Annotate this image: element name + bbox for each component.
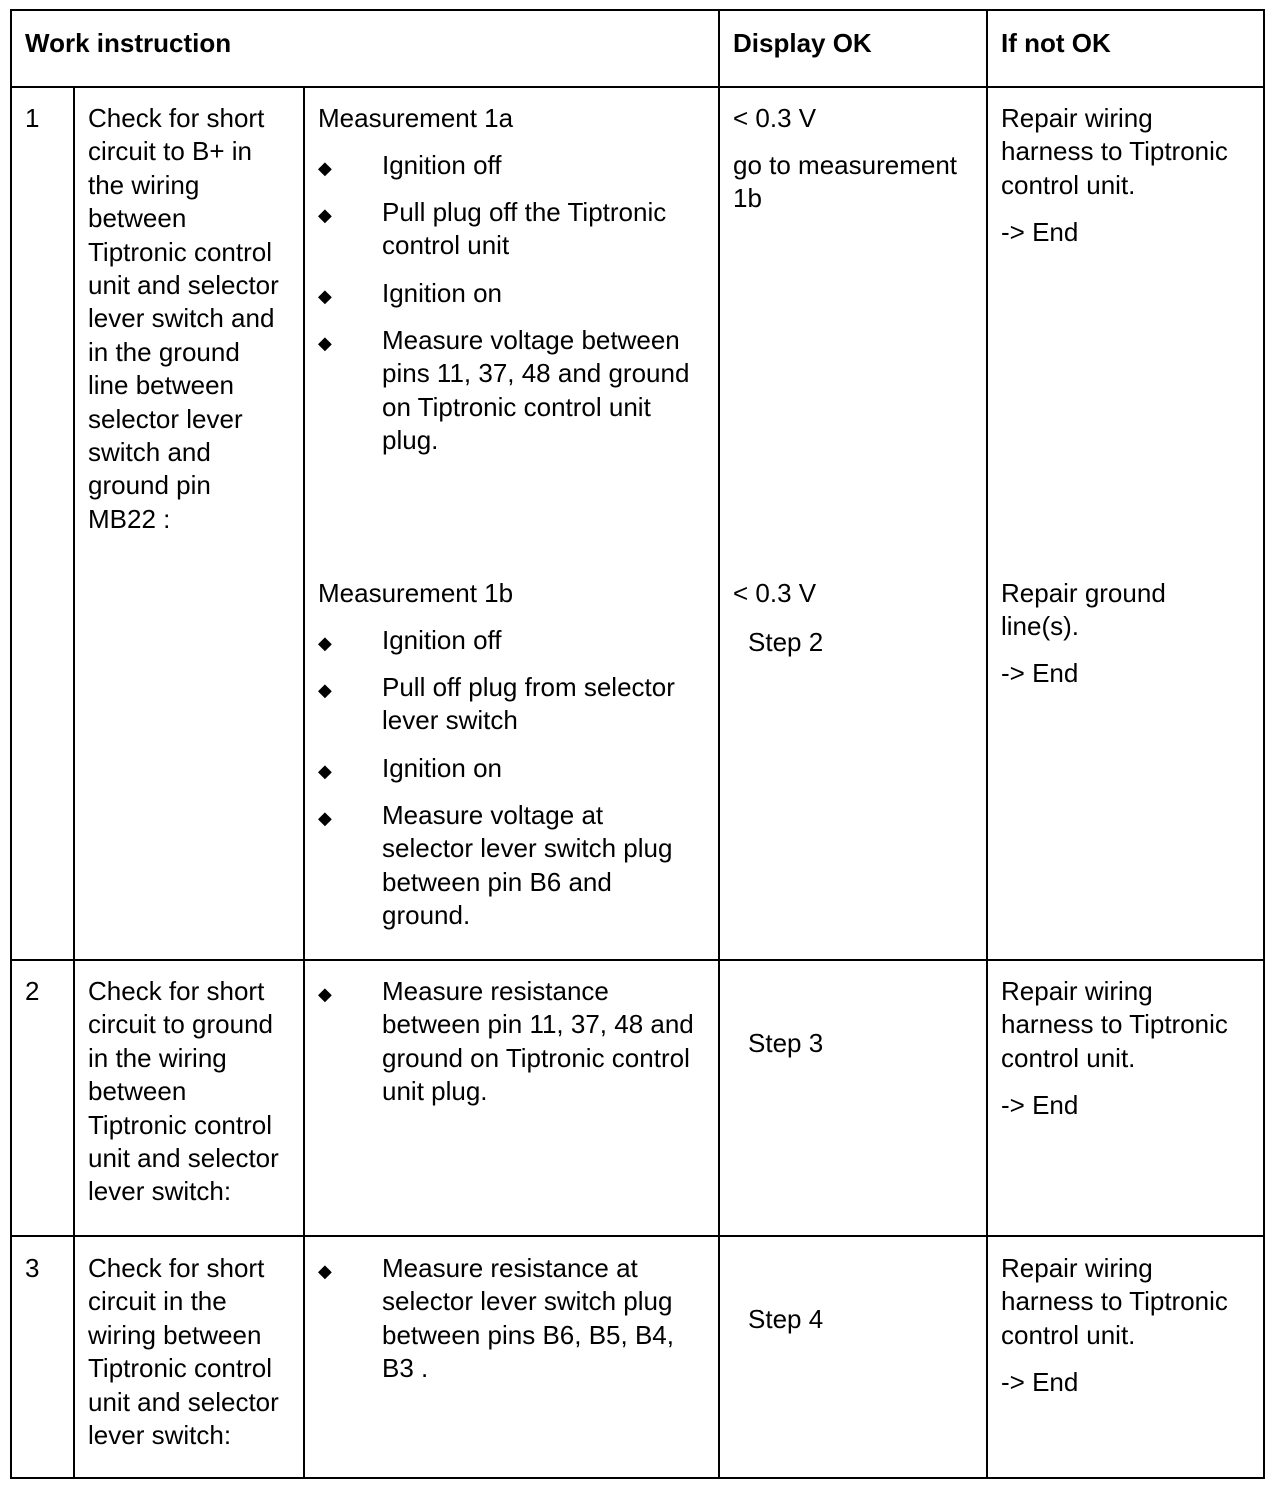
measurement-1a-if-not-ok: Repair wiring harness to Tiptronic control unit. <box>1001 103 1228 200</box>
column-divider-display <box>718 9 720 1479</box>
measurement-1a-display-ok: < 0.3 V <box>733 103 817 133</box>
row-3-if-not-ok: Repair wiring harness to Tiptronic control unit. <box>1001 1253 1228 1350</box>
header-work-instruction: Work instruction <box>25 28 232 58</box>
bullet-icon: ◆ <box>318 205 332 225</box>
row-3-number: 3 <box>25 1253 40 1283</box>
row-3-step: Measure resistance at selector lever switch plug between pins B6, B5, B4, B3 . <box>382 1253 674 1384</box>
header-display-ok: Display OK <box>733 28 872 58</box>
row-3-end: -> End <box>1001 1367 1079 1397</box>
table-border-top <box>10 9 1265 11</box>
bullet-icon: ◆ <box>318 286 332 306</box>
measurement-1a-step-4: Measure voltage between pins 11, 37, 48 and ground on Tiptronic control unit plug. <box>382 325 690 456</box>
column-divider-notok <box>986 9 988 1479</box>
measurement-1b-display-note: Step 2 <box>748 627 824 657</box>
measurement-1b-title: Measurement 1b <box>318 578 514 608</box>
measurement-1a-step-2: Pull plug off the Tiptronic control unit <box>382 197 667 261</box>
measurement-1a-step-3: Ignition on <box>382 278 502 308</box>
row-2-step: Measure resistance between pin 11, 37, 48 and ground on Tiptronic control unit plug. <box>382 976 694 1107</box>
measurement-1b-display-ok: < 0.3 V <box>733 578 817 608</box>
row-2-end: -> End <box>1001 1090 1079 1120</box>
row-2-number: 2 <box>25 976 40 1006</box>
bullet-icon: ◆ <box>318 761 332 781</box>
measurement-1a-end: -> End <box>1001 217 1079 247</box>
measurement-1b-step-1: Ignition off <box>382 625 502 655</box>
column-divider-description <box>303 86 305 1479</box>
measurement-1a-display-note: go to measurement 1b <box>733 150 958 214</box>
bullet-icon: ◆ <box>318 633 332 653</box>
row-2-display-ok: Step 3 <box>748 1028 824 1058</box>
measurement-1a-title: Measurement 1a <box>318 103 514 133</box>
measurement-1b-end: -> End <box>1001 658 1079 688</box>
row-divider-2 <box>10 1235 1265 1237</box>
table-border-bottom <box>10 1477 1265 1479</box>
bullet-icon: ◆ <box>318 158 332 178</box>
row-2-description: Check for short circuit to ground in the wiring between Tiptronic control unit and selector lever switch: <box>88 976 279 1207</box>
bullet-icon: ◆ <box>318 1261 332 1281</box>
bullet-icon: ◆ <box>318 808 332 828</box>
measurement-1a-step-1: Ignition off <box>382 150 502 180</box>
bullet-icon: ◆ <box>318 333 332 353</box>
table-border-right <box>1263 9 1265 1479</box>
header-if-not-ok: If not OK <box>1001 28 1111 58</box>
measurement-1b-step-2: Pull off plug from selector lever switch <box>382 672 675 736</box>
row-divider-1 <box>10 959 1265 961</box>
header-divider <box>10 86 1265 88</box>
measurement-1b-step-4: Measure voltage at selector lever switch plug between pin B6 and ground. <box>382 800 673 931</box>
row-2-if-not-ok: Repair wiring harness to Tiptronic control unit. <box>1001 976 1228 1073</box>
bullet-icon: ◆ <box>318 984 332 1004</box>
bullet-icon: ◆ <box>318 680 332 700</box>
column-divider-number <box>73 86 75 1479</box>
table-border-left <box>10 9 12 1479</box>
row-1-description: Check for short circuit to B+ in the wiring between Tiptronic control unit and selector lever switch and in the ground line between selector lever switch and ground pin MB22 : <box>88 103 279 534</box>
row-3-description: Check for short circuit in the wiring between Tiptronic control unit and selector lever switch: <box>88 1253 279 1451</box>
row-1-number: 1 <box>25 103 40 133</box>
measurement-1b-step-3: Ignition on <box>382 753 502 783</box>
measurement-1b-if-not-ok: Repair ground line(s). <box>1001 578 1166 642</box>
row-3-display-ok: Step 4 <box>748 1304 824 1334</box>
